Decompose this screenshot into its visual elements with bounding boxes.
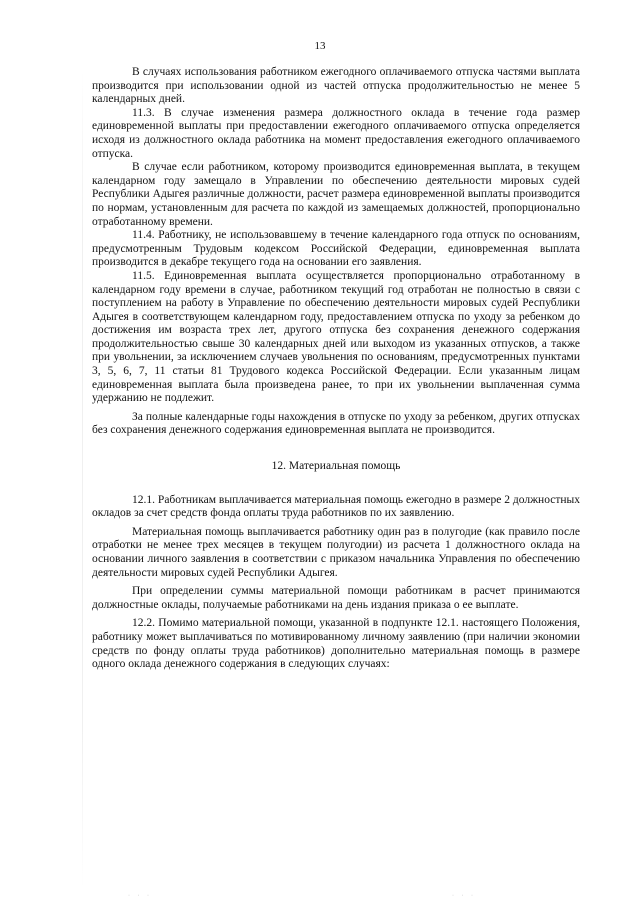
paragraph: 11.4. Работнику, не использовавшему в течение календарного года отпуск по основаниям, предусмотренным Трудовым кодексом Российской Федерации, единовременная выплата производится в декабре текущего года на основании его заявления. [92,229,580,269]
paragraph: При определении суммы материальной помощи работникам в расчет принимаются должностные оклады, получаемые работниками на день издания приказа о ее выплате. [92,585,580,611]
scan-shadow [82,70,83,890]
paragraph: В случаях использования работником ежегодного оплачиваемого отпуска частями выплата производится при использовании одной из частей отпуска продолжительностью не менее 5 календарных дней. [92,66,580,106]
paragraph: 11.5. Единовременная выплата осуществляется пропорционально отработанному в календарном году времени в случае, работником текущий год отработан не полностью в связи с поступлением на работу в Управление по обеспечению деятельности мировых судей Республики Адыгея в соответствующем календарном году, предоставлением отпуска по уходу за ребенком до достижения им возраста трех лет, другого отпуска без сохранения денежного содержания продолжительностью свыше 30 календарных дней или выходом из указанных отпусков, а также при увольнении, за исключением случаев увольнения по основаниям, предусмотренных пунктами 3, 5, 6, 7, 11 статьи 81 Трудового кодекса Российской Федерации. Если указанным лицам единовременная выплата была произведена ранее, то при их увольнении выплаченная сумма удержанию не подлежит. [92,269,580,405]
paragraph: За полные календарные годы нахождения в отпуске по уходу за ребенком, других отпусках без сохранения денежного содержания единовременная выплата не производится. [92,410,580,437]
paragraph: 12.2. Помимо материальной помощи, указанной в подпункте 12.1. настоящего Положения, работнику может выплачиваться по мотивированному личному заявлению (при наличии экономии средств по фонду оплаты труда работников) дополнительно материальная помощь в размере одного оклада денежного содержания в следующих случаях: [92,617,580,671]
section-heading: 12. Материальная помощь [271,460,401,473]
paragraph: В случае если работником, которому производится единовременная выплата, в текущем календарном году замещало в Управлении по обеспечению деятельности мировых судей Республики Адыгея различные должности, расчет размера единовременной выплаты производится по нормам, установленным для расчета по каждой из замещаемых должностей, пропорционально отработанному времени. [92,161,580,228]
document-body [92,66,580,672]
scan-artifact: · · · [452,893,476,899]
paragraph: 11.3. В случае изменения размера должностного оклада в течение года размер единовременной выплаты при предоставлении ежегодного оплачиваемого отпуска определяется исходя из должностного оклада работника на момент предоставления ежегодного оплачиваемого отпуска. [92,106,580,160]
scan-artifact: · · · [128,893,152,899]
paragraph: 12.1. Работникам выплачивается материальная помощь ежегодно в размере 2 должностных окладов за счет средств фонда оплаты труда работников по их заявлению. [92,493,580,520]
paragraph: Материальная помощь выплачивается работнику один раз в полугодие (как правило после отработки не менее трех месяцев в текущем полугодии) из расчета 1 должностного оклада на основании личного заявления в соответствии с приказом начальника Управления по обеспечению деятельности мировых судей Республики Адыгея. [92,525,580,579]
page-number: 13 [314,40,326,52]
